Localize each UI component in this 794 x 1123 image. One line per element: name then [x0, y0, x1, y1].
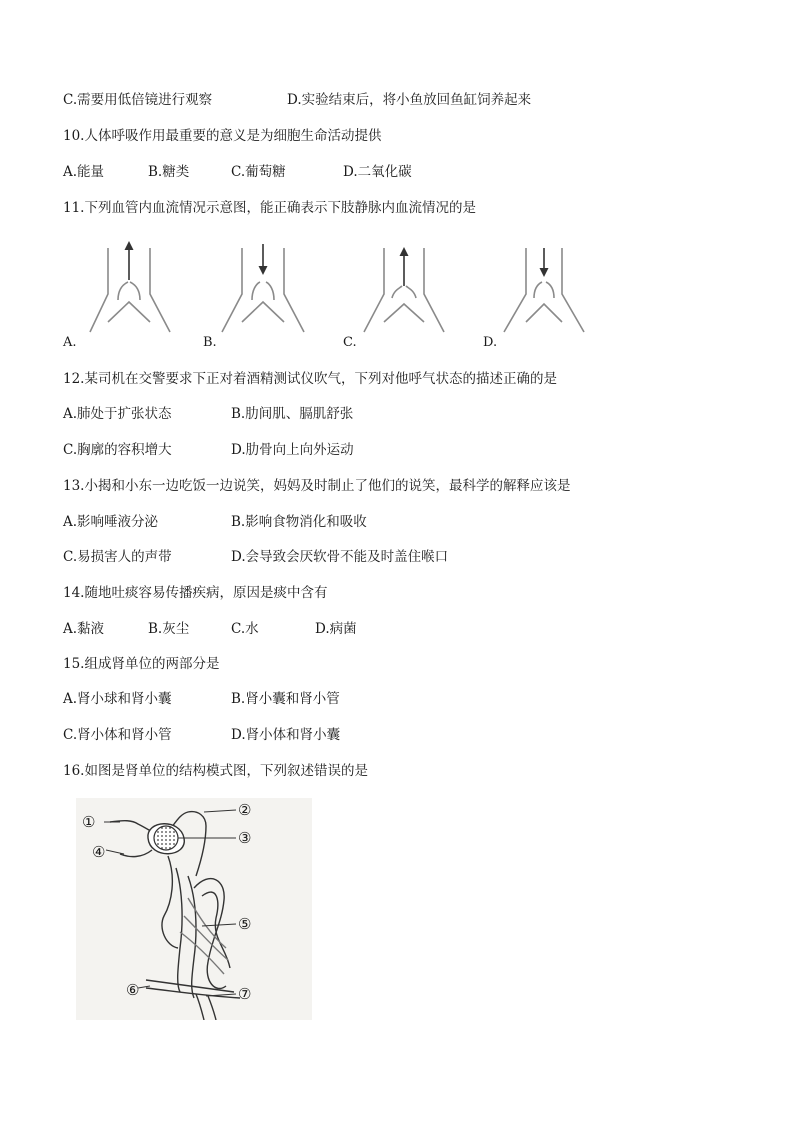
marker-2: ② [238, 801, 252, 819]
nephron-diagram [76, 798, 312, 1020]
q11-stem: 11.下列血管内血流情况示意图，能正确表示下肢静脉内血流情况的是 [63, 200, 476, 216]
q14-option-a: A.黏液 [63, 621, 105, 637]
q13-option-b: B.影响食物消化和吸收 [231, 514, 367, 530]
q12-option-c: C.胸廓的容积增大 [63, 442, 172, 458]
vessel-diagram-a [86, 236, 176, 336]
marker-7: ⑦ [238, 985, 252, 1003]
marker-3: ③ [238, 829, 252, 847]
marker-5: ⑤ [238, 915, 252, 933]
q11-label-b: B. [203, 335, 217, 350]
q11-label-c: C. [343, 335, 357, 350]
q15-option-a: A.肾小球和肾小囊 [63, 691, 172, 707]
marker-6: ⑥ [126, 981, 140, 999]
marker-4: ④ [92, 843, 106, 861]
q11-label-a: A. [63, 335, 77, 350]
q9-option-c: C.需要用低倍镜进行观察 [63, 92, 213, 108]
q10-option-c: C.葡萄糖 [231, 164, 286, 180]
q13-option-d: D.会导致会厌软骨不能及时盖住喉口 [231, 549, 449, 565]
marker-1: ① [82, 813, 96, 831]
q12-stem: 12.某司机在交警要求下正对着酒精测试仪吹气，下列对他呼气状态的描述正确的是 [63, 371, 557, 387]
q15-option-d: D.肾小体和肾小囊 [231, 727, 341, 743]
q12-option-b: B.肋间肌、膈肌舒张 [231, 406, 354, 422]
q9-option-d: D.实验结束后，将小鱼放回鱼缸饲养起来 [287, 92, 532, 108]
vessel-diagram-b [218, 236, 308, 336]
q13-option-a: A.影响唾液分泌 [63, 514, 159, 530]
q13-stem: 13.小揭和小东一边吃饭一边说笑，妈妈及时制止了他们的说笑，最科学的解释应该是 [63, 478, 571, 494]
q14-option-d: D.病菌 [315, 621, 357, 637]
q14-option-c: C.水 [231, 621, 259, 637]
q14-option-b: B.灰尘 [148, 621, 190, 637]
q15-stem: 15.组成肾单位的两部分是 [63, 656, 220, 672]
vessel-diagram-c [360, 236, 450, 336]
q16-stem: 16.如图是肾单位的结构模式图，下列叙述错误的是 [63, 763, 368, 779]
q10-option-b: B.糖类 [148, 164, 190, 180]
q14-stem: 14.随地吐痰容易传播疾病，原因是痰中含有 [63, 585, 328, 601]
vessel-diagram-d [500, 236, 590, 336]
q11-label-d: D. [483, 335, 498, 350]
q10-option-a: A.能量 [63, 164, 105, 180]
q10-stem: 10.人体呼吸作用最重要的意义是为细胞生命活动提供 [63, 128, 382, 144]
q15-option-b: B.肾小囊和肾小管 [231, 691, 340, 707]
q15-option-c: C.肾小体和肾小管 [63, 727, 172, 743]
q10-option-d: D.二氧化碳 [343, 164, 412, 180]
q12-option-a: A.肺处于扩张状态 [63, 406, 172, 422]
q12-option-d: D.肋骨向上向外运动 [231, 442, 354, 458]
q13-option-c: C.易损害人的声带 [63, 549, 172, 565]
